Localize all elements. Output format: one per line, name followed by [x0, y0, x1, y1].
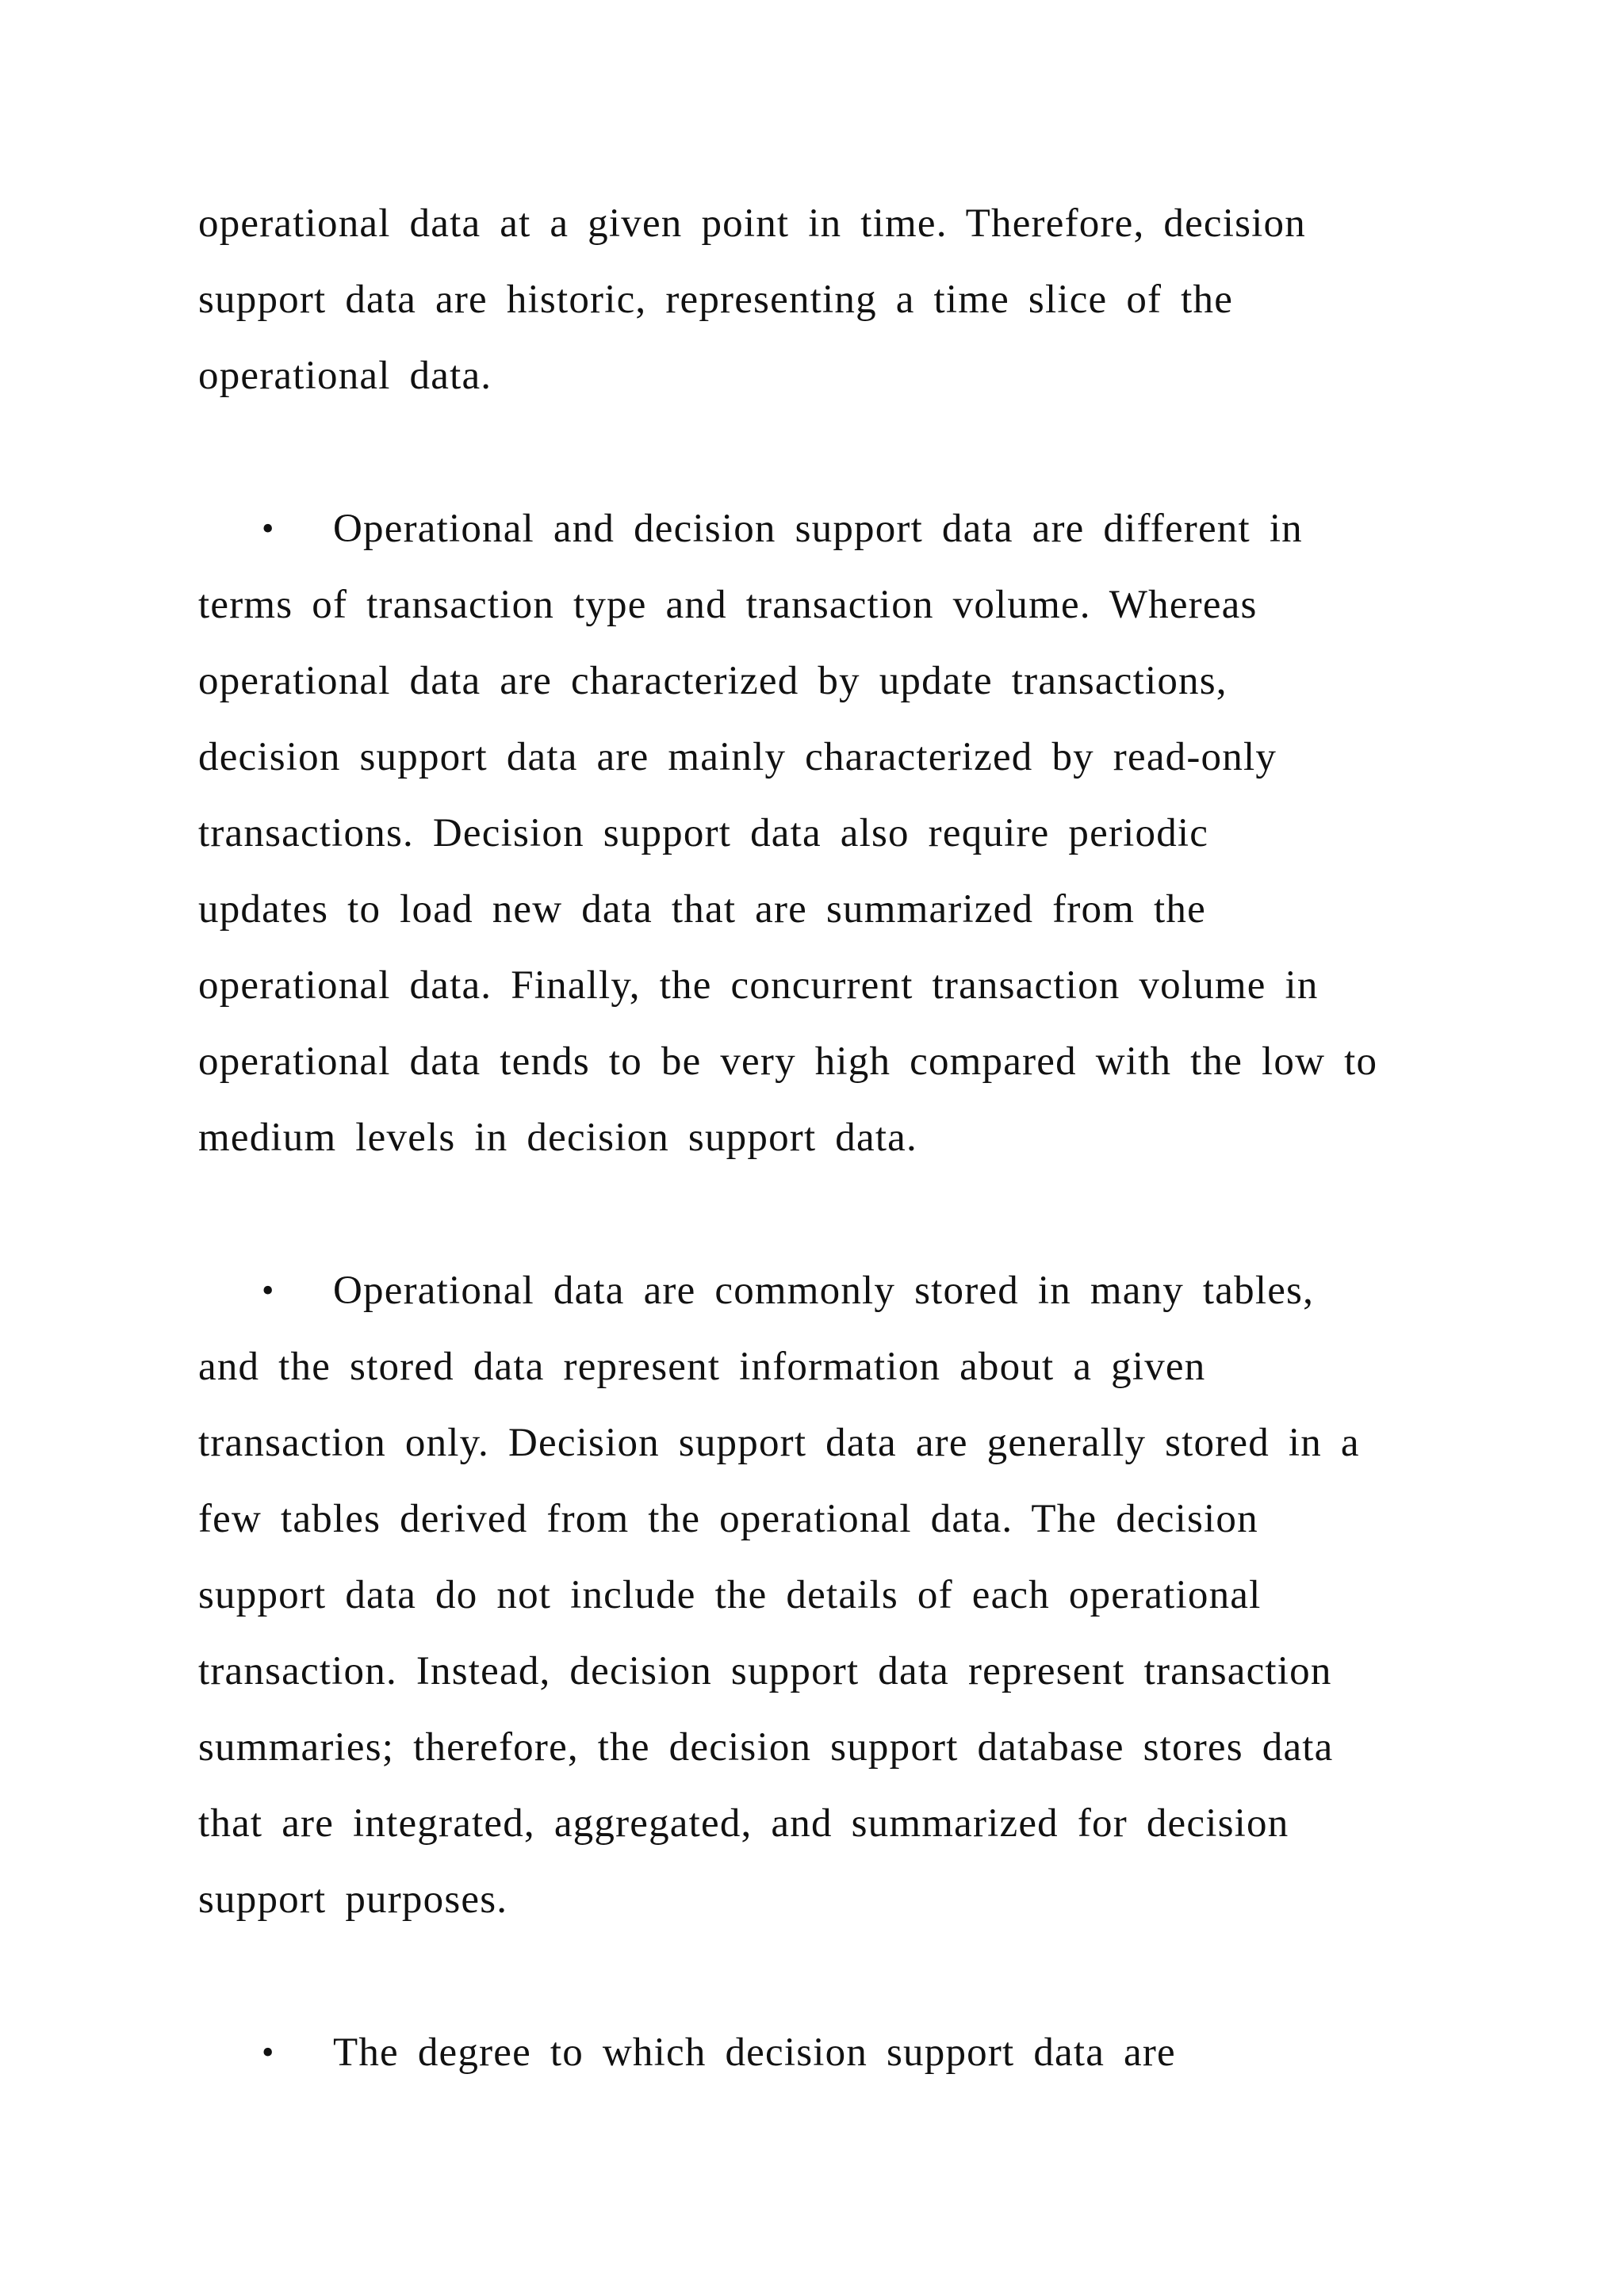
bullet-marker: •	[262, 2033, 274, 2072]
text-line: operational data tends to be very high compared with the low to	[198, 1039, 1378, 1084]
text-line: decision support data are mainly characterized by read-only	[198, 735, 1277, 779]
text-line: Operational and decision support data are different in	[333, 507, 1303, 551]
text-line: operational data at a given point in time. Therefore, decision	[198, 201, 1306, 246]
text-line: that are integrated, aggregated, and summarized for decision	[198, 1801, 1289, 1846]
text-line: operational data.	[198, 354, 492, 398]
text-line: operational data are characterized by update transactions,	[198, 659, 1228, 703]
text-line: few tables derived from the operational data. The decision	[198, 1497, 1258, 1541]
text-line: medium levels in decision support data.	[198, 1115, 917, 1160]
bullet-marker: •	[262, 1271, 274, 1310]
text-line: transaction only. Decision support data are generally stored in a	[198, 1421, 1360, 1465]
text-line: support data are historic, representing a time slice of the	[198, 277, 1234, 322]
text-line: The degree to which decision support data are	[333, 2030, 1176, 2075]
text-line: and the stored data represent information about a given	[198, 1345, 1206, 1389]
text-line: updates to load new data that are summarized from the	[198, 887, 1206, 932]
text-line: transaction. Instead, decision support data represent transaction	[198, 1649, 1332, 1693]
text-line: transactions. Decision support data also require periodic	[198, 811, 1209, 855]
text-line: terms of transaction type and transaction volume. Whereas	[198, 583, 1258, 627]
text-line: Operational data are commonly stored in many tables,	[333, 1269, 1315, 1313]
bullet-marker: •	[262, 509, 274, 548]
text-line: summaries; therefore, the decision support database stores data	[198, 1725, 1334, 1770]
text-line: operational data. Finally, the concurrent transaction volume in	[198, 963, 1319, 1008]
text-line: support data do not include the details of each operational	[198, 1573, 1262, 1617]
text-line: support purposes.	[198, 1877, 508, 1922]
